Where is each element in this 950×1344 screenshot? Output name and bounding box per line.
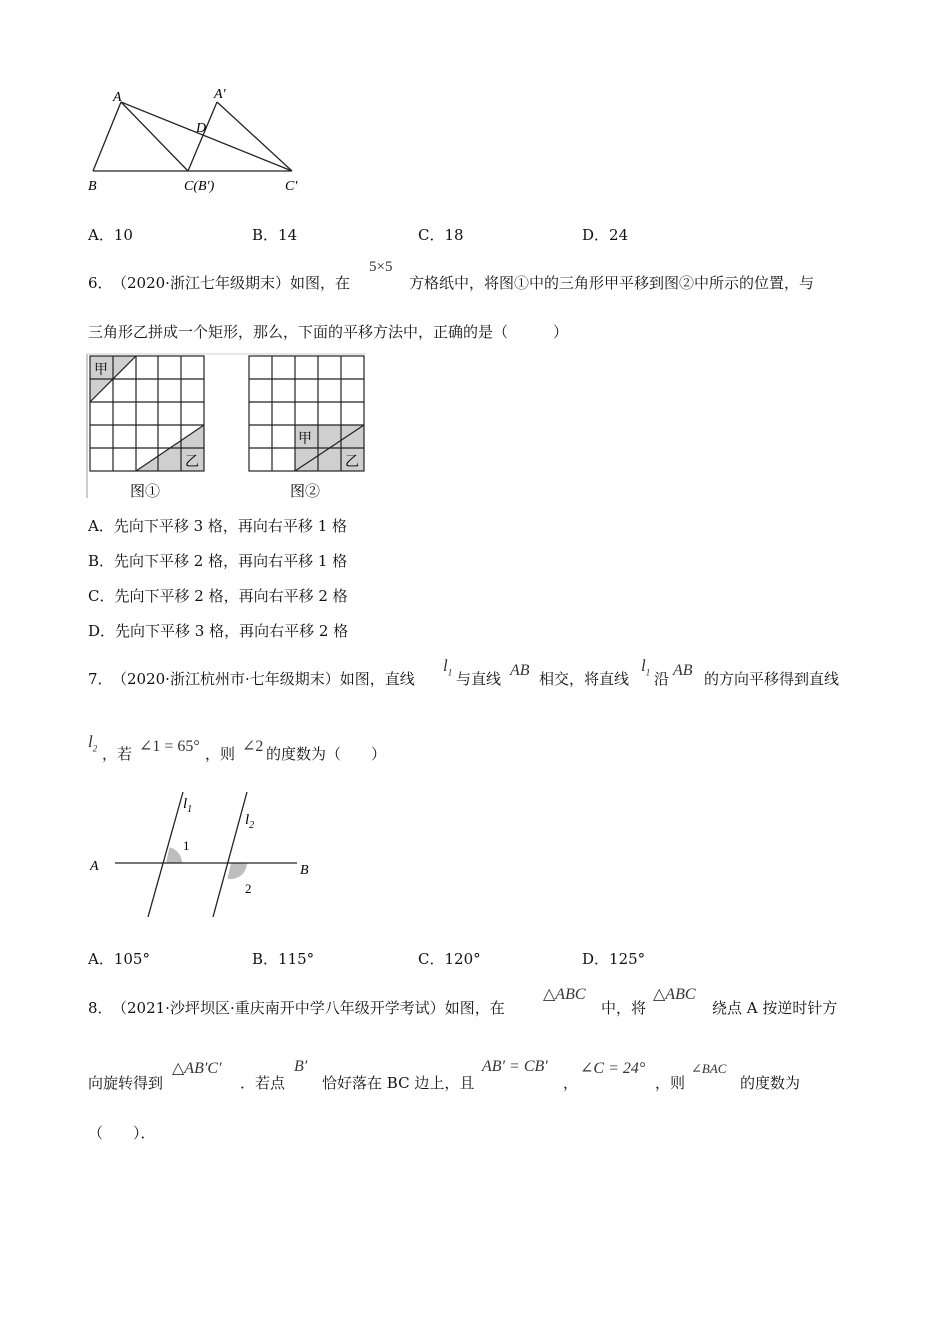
label-a: A	[113, 90, 122, 105]
label-l1: $l_1$	[183, 796, 193, 815]
grid-2	[249, 356, 364, 471]
label-c-prime: C′	[285, 179, 298, 194]
q7-text-intersect: 相交，将直线	[539, 670, 630, 688]
caption-fig-1: 图①	[130, 484, 161, 500]
q8-triangle-abc-1: △ABC	[543, 986, 586, 1003]
edge-a-prime-b-prime	[188, 102, 217, 171]
q7-option-d[interactable]: D．125°	[582, 950, 646, 968]
label-d: D	[196, 121, 207, 136]
q7-text-if: ，若	[102, 745, 133, 763]
q8-text-mid: 中，将	[601, 999, 647, 1017]
q8-text-degree: 的度数为	[740, 1074, 801, 1092]
q5-option-a[interactable]: A．10	[88, 226, 133, 244]
q6-grid-figures	[86, 352, 368, 502]
q8-text-rotate: 绕点 A 按逆时针方	[712, 999, 838, 1017]
q7-text-direction: 的方向平移得到直线	[704, 670, 840, 688]
q8-angle-bac: ∠BAC	[691, 1061, 727, 1076]
caption-fig-2: 图②	[290, 484, 321, 500]
angle-2-arc	[228, 863, 248, 879]
q6-number: 6．	[88, 274, 113, 292]
label-yi-2: 乙	[345, 455, 359, 470]
q8-comma: ，	[563, 1074, 579, 1092]
q6-text1: 方格纸中，将图①中的三角形甲平移到图②中所示的位置，与	[409, 274, 815, 292]
q7-angle2: ∠2	[242, 738, 264, 755]
q7-number: 7．	[88, 670, 113, 688]
edge-ab	[93, 102, 121, 171]
label-c-b-prime: C(B′)	[184, 179, 215, 194]
figure-triangle-translation	[80, 80, 310, 200]
q7-angle1: ∠1 = 65°	[139, 738, 200, 755]
q8-number: 8．	[88, 999, 113, 1017]
edge-a-prime-c-prime	[217, 102, 292, 171]
q8-triangle-abc-2: △ABC	[653, 986, 696, 1003]
q8-text-fall: 恰好落在 BC 边上，且	[322, 1074, 475, 1092]
angle-1-arc	[166, 847, 182, 863]
q8-eq1: AB′ = CB′	[482, 1058, 548, 1075]
edge-ac	[121, 102, 188, 171]
q7-source: （2020·浙江杭州市·七年级期末）如图，直线	[112, 670, 415, 688]
q8-eq2: ∠C = 24°	[580, 1060, 646, 1077]
label-l2: $l_2$	[245, 812, 255, 831]
q6-math-grid: 5×5	[369, 259, 393, 275]
label-jia-1: 甲	[94, 363, 108, 378]
q6-option-d[interactable]: D．先向下平移 3 格，再向右平移 2 格	[88, 622, 349, 640]
q7-option-a[interactable]: A．105°	[88, 950, 150, 968]
q7-ab-2: AB	[673, 662, 693, 679]
q8-b-prime: B′	[294, 1058, 308, 1075]
q6-option-b[interactable]: B．先向下平移 2 格，再向右平移 1 格	[88, 552, 348, 570]
q5-option-b[interactable]: B．14	[252, 226, 298, 244]
q7-text-with: 与直线	[456, 670, 502, 688]
q6-option-a[interactable]: A．先向下平移 3 格，再向右平移 1 格	[88, 517, 348, 535]
grid-1	[90, 356, 204, 471]
q7-option-c[interactable]: C．120°	[418, 950, 481, 968]
label-jia-2: 甲	[298, 432, 312, 447]
q8-text-dot: ．若点	[240, 1074, 286, 1092]
q7-ab-1: AB	[510, 662, 530, 679]
q8-source: （2021·沙坪坝区·重庆南开中学八年级开学考试）如图，在	[112, 999, 505, 1017]
q7-option-b[interactable]: B．115°	[252, 950, 315, 968]
q8-text-line2: 向旋转得到	[88, 1074, 164, 1092]
q7-text-end: 的度数为（ ）	[266, 745, 387, 763]
line-l2	[213, 792, 247, 917]
q5-option-c[interactable]: C．18	[418, 226, 464, 244]
edge-ac-prime	[121, 102, 292, 171]
q6-source: （2020·浙江七年级期末）如图，在	[112, 274, 350, 292]
q8-text-then: ，则	[655, 1074, 686, 1092]
q7-text-along: 沿	[654, 670, 670, 688]
q7-l1-2: $l_1$	[641, 656, 651, 678]
label-angle-1: 1	[183, 838, 190, 853]
q7-l1: $l_1$	[443, 656, 453, 678]
label-a: A	[90, 859, 99, 874]
label-a-prime: A′	[214, 87, 226, 102]
q6-option-c[interactable]: C．先向下平移 2 格，再向右平移 2 格	[88, 587, 348, 605]
q8-answer-paren: （ ）．	[88, 1124, 156, 1142]
label-b: B	[300, 863, 309, 878]
q7-text-then: ，则	[205, 745, 236, 763]
q6-text2: 三角形乙拼成一个矩形，那么，下面的平移方法中，正确的是（ ）	[88, 323, 569, 341]
q7-parallel-lines-figure	[86, 786, 316, 921]
q8-triangle-ab-prime-c-prime: △AB′C′	[172, 1060, 222, 1077]
label-angle-2: 2	[245, 881, 252, 896]
label-yi-1: 乙	[185, 455, 199, 470]
q5-option-d[interactable]: D．24	[582, 226, 629, 244]
q7-l2: $l_2$	[88, 732, 98, 754]
label-b: B	[88, 179, 97, 194]
